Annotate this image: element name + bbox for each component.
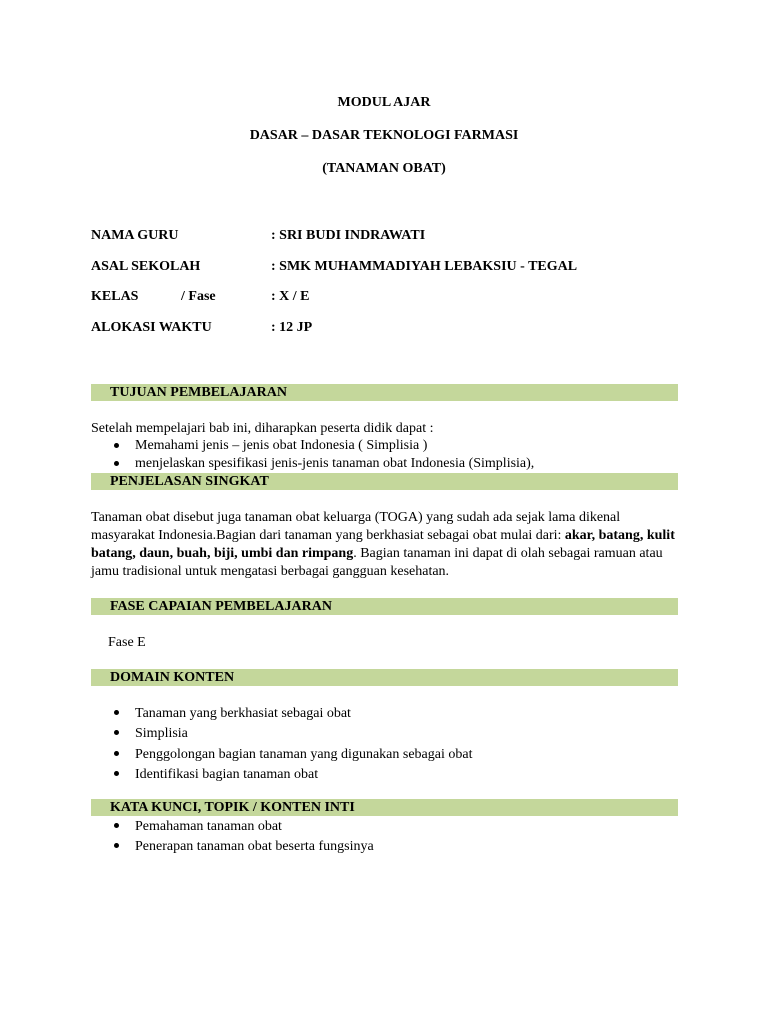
- tujuan-list: [112, 437, 534, 473]
- list-item: Penerapan tanaman obat beserta fungsinya: [112, 837, 374, 857]
- fase-text: Fase E: [108, 635, 146, 650]
- sekolah-value: : SMK MUHAMMADIYAH LEBAKSIU - TEGAL: [271, 258, 578, 274]
- section-heading-domain: DOMAIN KONTEN: [91, 669, 678, 686]
- title-line-3: (TANAMAN OBAT): [322, 161, 446, 176]
- list-item: Tanaman yang berkhasiat sebagai obat: [112, 704, 472, 724]
- domain-list: [112, 704, 472, 785]
- penjelasan-paragraph: [91, 509, 681, 581]
- list-item: Simplisia: [112, 724, 472, 744]
- tujuan-intro: Setelah mempelajari bab ini, diharapkan peserta didik dapat :: [91, 421, 434, 436]
- kata-kunci-list: [112, 817, 374, 856]
- kelas-value: : X / E: [271, 289, 310, 304]
- list-item: Penggolongan bagian tanaman yang digunakan sebagai obat: [112, 745, 472, 765]
- penjelasan-text-start: Tanaman obat disebut juga tanaman obat keluarga (TOGA) yang sudah ada sejak lama dikenal masyarakat Indonesia.Bagian dari tanaman yang berkhasiat sebagai obat mulai dari:: [91, 510, 621, 543]
- kelas-label: KELAS: [91, 289, 139, 304]
- list-item: menjelaskan spesifikasi jenis-jenis tanaman obat Indonesia (Simplisia),: [112, 455, 534, 473]
- document-title: [0, 95, 768, 194]
- section-heading-penjelasan: PENJELASAN SINGKAT: [91, 473, 678, 490]
- sekolah-label: ASAL SEKOLAH: [91, 258, 201, 274]
- penjelasan-text-bold: akar, batang, kulit batang, daun, buah, biji, umbi dan rimpang: [91, 528, 675, 561]
- list-item: Identifikasi bagian tanaman obat: [112, 765, 472, 785]
- list-item: Memahami jenis – jenis obat Indonesia ( Simplisia ): [112, 437, 534, 455]
- guru-value: : SRI BUDI INDRAWATI: [271, 228, 426, 243]
- section-heading-kata-kunci: KATA KUNCI, TOPIK / KONTEN INTI: [91, 799, 678, 816]
- title-line-2: DASAR – DASAR TEKNOLOGI FARMASI: [249, 128, 519, 143]
- penjelasan-text-end: . Bagian tanaman ini dapat di olah sebagai ramuan atau jamu tradisional untuk mengatasi berbagai gangguan kesehatan.: [91, 546, 663, 579]
- section-heading-tujuan: TUJUAN PEMBELAJARAN: [91, 384, 678, 401]
- title-line-1: MODUL AJAR: [337, 95, 431, 110]
- guru-label: NAMA GURU: [91, 228, 179, 243]
- fase-label: / Fase: [181, 289, 216, 304]
- section-heading-fase: FASE CAPAIAN PEMBELAJARAN: [91, 598, 678, 615]
- list-item: Pemahaman tanaman obat: [112, 817, 374, 837]
- alokasi-label: ALOKASI WAKTU: [91, 319, 212, 335]
- alokasi-value: : 12 JP: [271, 319, 313, 335]
